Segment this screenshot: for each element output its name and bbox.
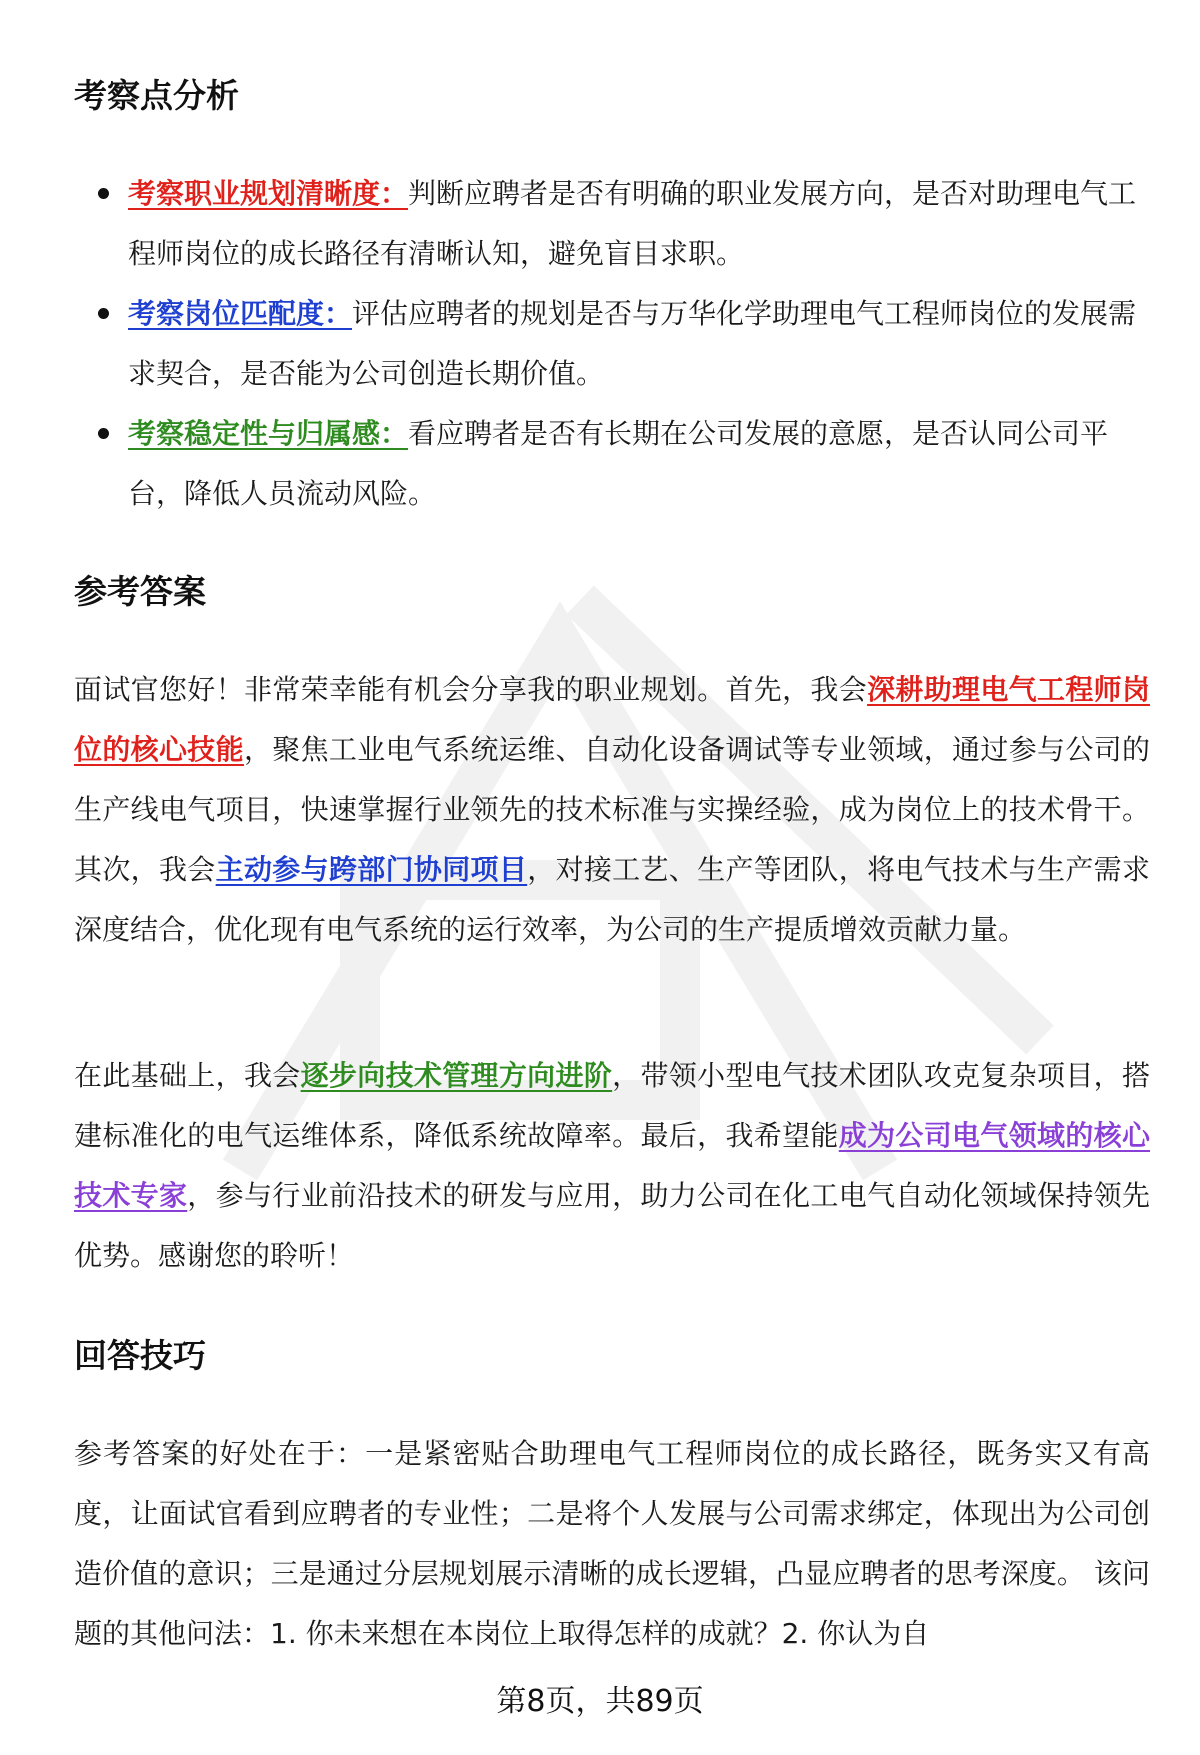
analysis-point-text: 判断应聘者是否有明确的职业发展方向，是否对助理电气工程师岗位的成长路径有清晰认知，避免盲目求职。 [128, 177, 1137, 270]
section-title-analysis: 考察点分析 [74, 76, 239, 115]
analysis-point [74, 164, 1144, 284]
analysis-point-label: 考察职业规划清晰度： [128, 177, 409, 210]
answer-paragraph-1 [74, 660, 1150, 960]
answer-text: 在此基础上，我会 [74, 1059, 301, 1092]
answer-highlight: 逐步向技术管理方向进阶 [300, 1059, 613, 1092]
analysis-point [74, 284, 1144, 404]
section-title-tips: 回答技巧 [74, 1336, 206, 1375]
answer-text: ，聚焦工业电气系统运维、自动化设备调试等专业领域，通过参与公司的生产线电气项目，快速掌握行业领先的技术标准与实操经验，成为岗位上的技术骨干。其次，我会 [74, 733, 1150, 886]
page-number: 第8页，共89页 [496, 1684, 704, 1719]
tips-paragraph: 参考答案的好处在于：一是紧密贴合助理电气工程师岗位的成长路径，既务实又有高度，让面试官看到应聘者的专业性；二是将个人发展与公司需求绑定，体现出为公司创造价值的意识；三是通过分层规划展示清晰的成长逻辑，凸显应聘者的思考深度。 该问题的其他问法：1. 你未来想在本岗位上取得怎样的成就？2. 你认为自 [74, 1437, 1150, 1650]
answer-highlight: 主动参与跨部门协同项目 [215, 853, 528, 886]
answer-text: ，对接工艺、生产等团队，将电气技术与生产需求深度结合，优化现有电气系统的运行效率，为公司的生产提质增效贡献力量。 [74, 853, 1150, 946]
analysis-points-list [74, 164, 1144, 524]
answer-highlight: 成为公司电气领域的核心技术专家 [74, 1119, 1150, 1212]
answer-highlight: 深耕助理电气工程师岗位的核心技能 [74, 673, 1150, 766]
analysis-point [74, 404, 1144, 524]
answer-text: ，带领小型电气技术团队攻克复杂项目，搭建标准化的电气运维体系，降低系统故障率。最后，我希望能 [74, 1059, 1150, 1152]
analysis-point-label: 考察岗位匹配度： [128, 297, 353, 330]
answer-text: ，参与行业前沿技术的研发与应用，助力公司在化工电气自动化领域保持领先优势。感谢您的聆听！ [74, 1179, 1150, 1272]
answer-text: 面试官您好！非常荣幸能有机会分享我的职业规划。首先，我会 [74, 673, 868, 706]
bullet-icon [98, 308, 109, 319]
section-title-answer: 参考答案 [74, 572, 206, 611]
answer-paragraph-2 [74, 1046, 1150, 1286]
analysis-point-text: 评估应聘者的规划是否与万华化学助理电气工程师岗位的发展需求契合，是否能为公司创造长期价值。 [128, 297, 1137, 390]
analysis-point-label: 考察稳定性与归属感： [128, 417, 409, 450]
analysis-point-text: 看应聘者是否有长期在公司发展的意愿，是否认同公司平台，降低人员流动风险。 [128, 417, 1109, 510]
bullet-icon [98, 188, 109, 199]
bullet-icon [98, 428, 109, 439]
